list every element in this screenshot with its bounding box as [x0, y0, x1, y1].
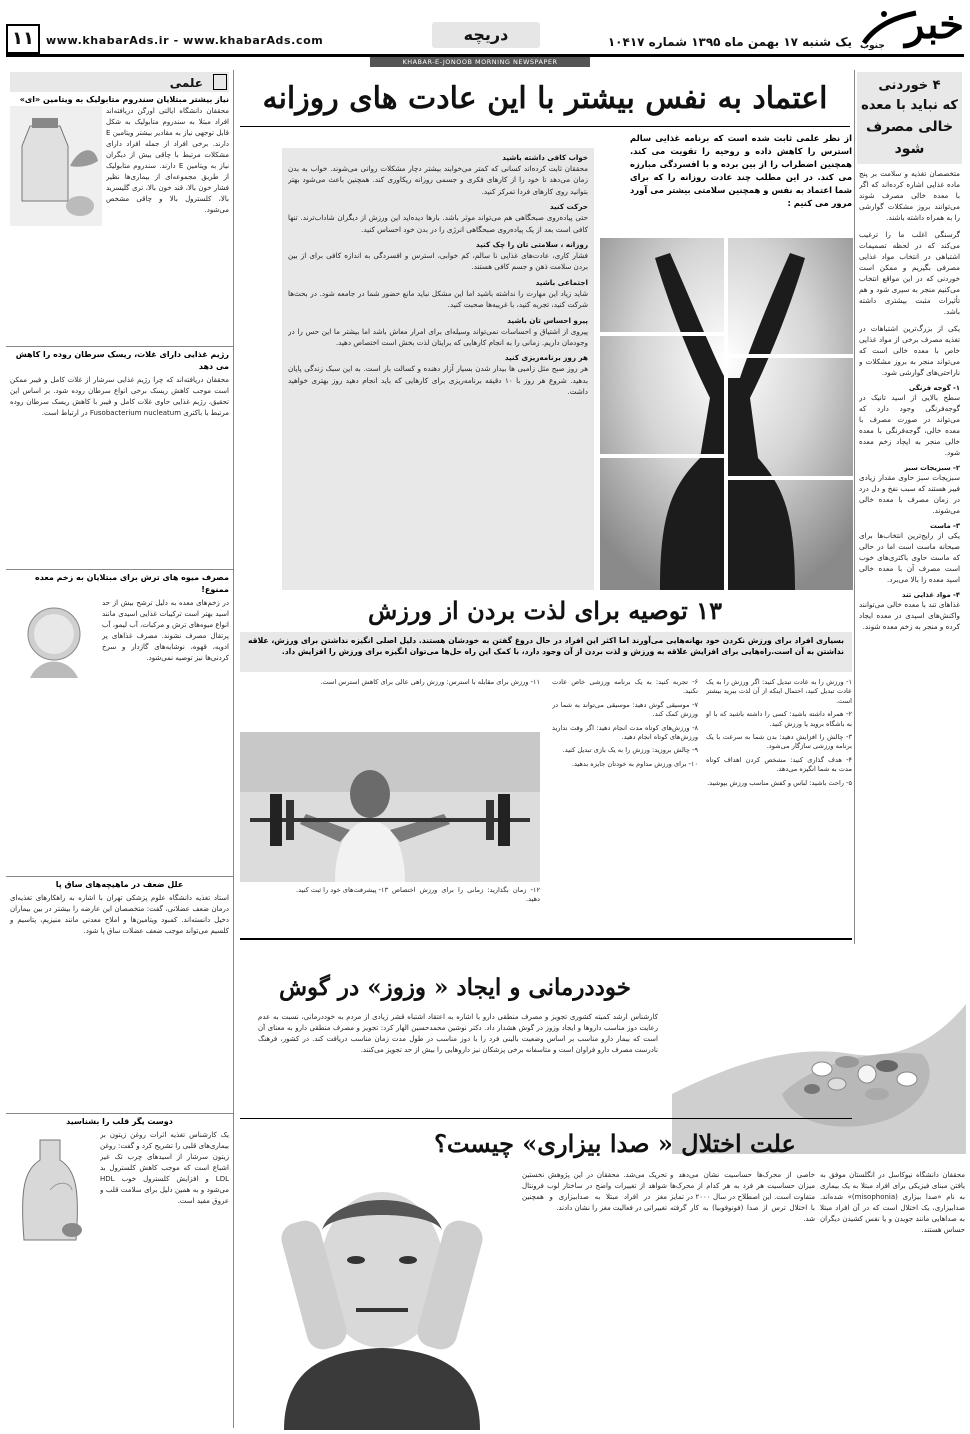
left-article-text: استاد تغذیه دانشگاه علوم پزشکی تهران با اشاره به راهکارهای تغذیه‌ای درمان ضعف عضلانی، گفت: متخصصان این عارضه را بیشتر در بین بیماران دخیل دانسته‌اند. کمبود ویتامین‌ها و املاح معدنی مانند منیزیم، پتاسیم و کلسیم می‌تواند موجب ضعف عضلات ساق پا شود.	[10, 894, 229, 935]
right-item-title: ۲- سبزیجات سبز	[904, 464, 960, 472]
sport-item: ۸- ورزش‌های کوتاه مدت انجام دهید: اگر وقت ندارید ورزش‌های کوتاه انجام دهید.	[552, 723, 698, 742]
pills-photo-graphic	[672, 944, 966, 1154]
sport-item: ۹- چالش بروزید: ورزش را به یک بازی تبدیل کنید.	[562, 746, 698, 755]
right-item-text: غذاهای تند با معده خالی می‌توانند واکنش‌های اسیدی در معده ایجاد کرده و منجر به زخم معده شوند.	[859, 600, 960, 631]
page-number: ۱۱	[12, 28, 34, 49]
left-article-title: علل ضعف در ماهیچه‌های ساق پا	[6, 876, 233, 893]
main-section-title: پیرو احساس تان باشید	[507, 315, 588, 325]
sport-item: ۳- چالش را افزایش دهید: بدن شما به سرعت با یک برنامه ورزشی سازگار می‌شود.	[706, 733, 852, 751]
misophonia-headline: علت اختلال « صدا بیزاری» چیست؟	[434, 1129, 796, 1158]
masthead-strip	[370, 57, 590, 67]
left-article	[6, 106, 233, 346]
left-article-title: رژیم غذایی دارای غلات، ریسک سرطان روده را کاهش می دهد	[6, 346, 233, 375]
sport-item: ۱- ورزش را به عادت تبدیل کنید: اگر ورزش را به یک عادت تبدیل کنید، احتمال اینکه از آن لذت ببرید بیشتر است.	[706, 678, 852, 705]
sport-item: ۱۱- ورزش برای مقابله با استرس: ورزش راهی عالی برای کاهش استرس است.	[320, 678, 540, 686]
sport-lead-box	[240, 632, 852, 672]
olive-oil-photo-graphic	[10, 1130, 96, 1248]
main-article-body	[282, 148, 594, 590]
sport-item: ۱۲- زمان بگذارید: زمانی را برای ورزش اختصاص دهید.	[392, 886, 540, 904]
main-section-text: شاید زیاد این مهارت را نداشته باشید اما این مشکل نباید مانع حضور شما در جامعه شود. در بحث‌ها شرکت کنید، تجربه کنید، با غریبه‌ها صحبت کنید.	[288, 288, 588, 310]
right-item-title: ۱- گوجه فرنگی	[908, 384, 960, 392]
sport-lead: بسیاری افراد برای ورزش نکردن خود بهانه‌هایی می‌آورند اما اکثر این افراد در حال دروغ گفتن به خودشان هستند. دلیل اصلی انگیزه نداشتن برای ورزش، علاقه نداشتن به آن است.راه‌هایی برای افزایش علاقه به ورزش و لذت بردن از آن وجود دارد، با کمک این راه حل‌ها می‌توان انگیزه برای ورزش را افزایش داد.	[248, 636, 844, 657]
logo	[856, 3, 964, 51]
right-column-body	[855, 168, 964, 632]
right-item-title: ۴- مواد غذایی تند	[902, 591, 960, 599]
left-article-title: نیاز بیشتر مبتلایان سندروم متابولیک به ویتامین «ای»	[19, 95, 229, 104]
main-section-text: پیروی از اشتیاق و احساسات نمی‌تواند وسیله‌ای برای امرار معاش باشد اما بیشتر ما این حس را در وجودمان داریم. زمانی را به انجام کارهایی که برایتان لذت بخش است اختصاص دهید.	[288, 326, 588, 348]
left-article-text: محققان دانشگاه ایالتی اورگن دریافته‌اند افراد مبتلا به سندروم متابولیک به شکل قابل توجهی نیاز به مقادیر بیشتر ویتامین E دارند. برخی افراد از جمله افراد دارای مشکلات مرتبط با چاقی بیش از دیگران نیاز به ویتامین E دارند. سندروم متابولیک از طریق مجموعه‌ای از بیماری‌ها نظیر فشار خون بالا، قند خون بالا، تری گلیسرید بالا، کلسترول بالا و چاقی مشخص می‌شود.	[106, 107, 229, 214]
sport-col-wide	[240, 678, 540, 934]
left-article-text: یک کارشناس تغذیه اثرات روغن زیتون بر بیماری‌های قلبی را تشریح کرد و گفت: روغن زیتون سرشار از اسیدهای چرب تک غیر اشباع است که موجب کاهش کلسترول بد LDL و افزایش کلسترول خوب HDL می‌شود و به همین دلیل برای سلامت قلب و عروق مفید است.	[100, 1131, 229, 1205]
sport-item: ۵- راحت باشید: لباس و کفش مناسب ورزش بپوشید.	[707, 778, 852, 787]
misophonia-text: تحریک می‌شد. محققان در این پژوهش نخستین شواهد از تغییرات واضح در ساختار لوب فرونتال مغز در افراد مبتلا به صدابیزاری و همچنین تغییراتی در فعالیت مغز را نشان دادند.	[522, 1171, 667, 1212]
right-item-title: ۳- ماست	[930, 522, 960, 530]
weightlifter-photo	[240, 732, 540, 882]
right-item-text: سبزیجات سبز حاوی مقدار زیادی فیبر هستند که سبب نفخ و دل درد در زمان مصرف با معده خالی می‌شوند.	[859, 473, 960, 515]
logo-text: خبر	[905, 1, 964, 48]
man-covering-ears-graphic	[244, 1160, 520, 1430]
left-column-title: علمی	[169, 76, 203, 90]
olive-oil-photo	[10, 1130, 96, 1248]
main-section-text: هر روز صبح مثل زامبی ها بیدار شدن بسیار آزار دهنده و کسالت بار است. به این سبک زندگی پایان بدهید. شروع هر روز با ۱۰ دقیقه برنامه‌ریزی برای کارهایی که باید انجام دهید روز بهتری خواهید داشت.	[288, 364, 588, 397]
divider	[240, 1118, 852, 1119]
sport-columns	[240, 678, 852, 934]
masthead	[0, 0, 970, 70]
sport-col	[706, 678, 852, 934]
left-article-title: مصرف میوه های ترش برای مبتلایان به زخم معده ممنوع!	[6, 569, 233, 598]
confidence-photo	[600, 238, 853, 590]
left-article-title: دوست یگر قلب را بشناسید	[6, 1113, 233, 1130]
section-title: دریچه	[463, 25, 509, 44]
misophonia-text: محققان دانشگاه نیوکاسل در انگلستان موفق به یافتن مبنای فیزیکی برای افراد مبتلا به یک بیماری به نام «صدا بیزاری (misophonia)» شده‌اند. صدابیزاری، یک اختلال است که در آن افراد مبتلا به صداهایی مانند جویدن و یا نفس کشیدن دیگران حساس هستند.	[820, 1171, 965, 1234]
sport-headline: ۱۳ توصیه برای لذت بردن از ورزش	[368, 596, 722, 625]
left-column-header	[10, 72, 229, 92]
main-section-text: فشار کاری، عادت‌های غذایی نا سالم، کم خوابی، استرس و افسردگی به اندازه کافی برای از بین بردن سلامت ذهن و جسم کافی هستند.	[288, 251, 588, 272]
main-section-title: خواب کافی داشته باشید	[502, 153, 588, 162]
right-paragraph: متخصصان تغذیه و سلامت بر پنج ماده غذایی اشاره کرده‌اند که اگر با معده خالی مصرف شوند می‌توانند بروز مشکلات گوارشی را به همراه داشته باشند.	[859, 169, 960, 222]
main-section-title: روزانه ، سلامتی تان را چک کنید	[475, 240, 588, 250]
grapefruit-photo-graphic	[10, 598, 98, 698]
sport-item: ۴- هدف گذاری کنید: مشخص کردن اهداف کوتاه مدت به شما انگیزه می‌دهد.	[706, 755, 852, 774]
headline-rule	[240, 126, 850, 127]
left-column	[6, 70, 234, 1428]
vitamin-photo-graphic	[10, 106, 102, 226]
weightlifter-photo-graphic	[240, 732, 540, 882]
divider	[240, 938, 852, 940]
sport-item: ۶- تجربه کنید: به یک برنامه ورزشی خاص عادت نکنید.	[552, 678, 698, 696]
logo-subtitle: جنوب	[860, 41, 885, 51]
vitamin-photo	[10, 106, 102, 226]
left-article	[6, 598, 233, 876]
website-url: www.khabarAds.ir - www.khabarAds.com	[46, 34, 324, 47]
issue-date: یک شنبه ۱۷ بهمن ماه ۱۳۹۵ شماره ۱۰۴۱۷	[607, 35, 852, 49]
main-headline: اعتماد به نفس بیشتر با این عادت های روزانه	[262, 81, 828, 116]
main-lead: از نظر علمی ثابت شده است که برنامه غذایی سالم استرس را کاهش داده و روحیه را تقویت می کند. همچنین اضطراب را از بین برده و با افسردگی مبارزه می کند. در این مطلب چند عادت روزانه را که برای شما اعتماد به نفس و همچنین سلامتی بیشتر می آورد مرور می کنیم :	[630, 133, 852, 208]
pills-photo	[672, 944, 966, 1154]
main-section-title: اجتماعی باشید	[535, 277, 588, 287]
man-covering-ears-photo	[244, 1160, 520, 1430]
right-item-text: سطح بالایی از اسید تانیک در گوجه‌فرنگی وجود دارد که می‌تواند در صورت مصرف با معده خالی، گوجه‌فرنگی با معده خالی منجر به ایجاد زخم معده شود.	[859, 393, 960, 457]
right-title-2: که نباید با معده	[861, 98, 958, 113]
main-section-text: حتی پیاده‌روی صبحگاهی هم می‌تواند موثر باشد. بارها دیده‌اید این ورزش از دیگران شاداب‌ترند. تنها کافی است بعد از یک پیاده‌روی صبحگاهی انرژی را در بدن خود احساس کنید.	[288, 213, 588, 234]
main-section-title: حرکت کنید	[549, 202, 588, 212]
right-title-3: خالی مصرف شود	[865, 119, 954, 157]
right-paragraph: یکی از بزرگ‌ترین اشتباهات در تغذیه مصرف برخی از مواد غذایی خاص با معده خالی است که می‌تواند منجر به بروز مشکلات و ناراحتی‌های گوارشی شود.	[859, 324, 960, 377]
left-article	[6, 1130, 233, 1434]
right-item-text: یکی از رایج‌ترین انتخاب‌ها برای صبحانه ماست است اما در حالی که ماست حاوی باکتری‌های خوب است مصرف آن با معده خالی اسید معده را بالا می‌برد.	[859, 531, 960, 584]
page-number-box	[6, 24, 40, 54]
right-paragraph: گرسنگی اغلب ما را ترغیب می‌کند که در لحظه تصمیمات اشتباهی در انتخاب مواد غذایی مصرفی بگیریم و ممکن است خوردنی که در این مواقع انتخاب می‌کنیم منجر به سیری شود و هم تأثیرات مثبت بیشتری داشته باشد.	[859, 230, 960, 316]
sport-item: ۲- همراه داشته باشید: کسی را داشته باشید که با او به باشگاه بروید یا ورزش کنید.	[706, 710, 852, 728]
misophonia-text: خاصی از محرک‌ها حساسیت نشان می‌دهد و میزان حساسیت هر فرد به هر کدام از محرک‌ها متفاوت است. این اصطلاح در سال ۲۰۰۰ در تمایز با اختلال ترس از صدا (فونوفوبیا) به کار گرفته شد.	[670, 1171, 815, 1223]
masthead-strip-text: KHABAR-E-JONOOB MORNING NEWSPAPER	[402, 58, 558, 66]
medicine-headline: خوددرمانی و ایجاد « وزوز» در گوش	[278, 974, 632, 1001]
main-section-title: هر روز برنامه‌ریزی کنید	[504, 353, 588, 363]
sport-item: ۱۳- پیشرفت‌های خود را ثبت کنید.	[296, 886, 388, 894]
right-title-1: ۴ خوردنی	[878, 78, 941, 93]
grapefruit-photo	[10, 598, 98, 698]
right-column-header	[857, 72, 962, 164]
left-article-text: محققان دریافته‌اند که چرا رژیم غذایی سرشار از غلات کامل و فیبر ممکن است موجب کاهش ریسک برخی انواع سرطان روده شود. بر اساس این تحقیق، رژیم غذایی حاوی غلات کامل و فیبر با کاهش ریسک سرطان روده مرتبط با باکتری Fusobacterium nucleatum در ارتباط است.	[10, 376, 229, 417]
sport-item: ۷- موسیقی گوش دهید: موسیقی می‌تواند به شما در ورزش کمک کند.	[552, 700, 698, 719]
sport-item: ۱۰- برای ورزش مداوم به خودتان جایزه بدهید.	[571, 759, 698, 768]
main-section-text: محققان ثابت کرده‌اند کسانی که کمتر می‌خوابند بیشتر دچار مشکلات روانی می‌شوند. خواب به بدن زمان می‌دهد تا خود را از کارهای فکری و جسمی روزانه ریکاوری کند. همچنین باعث می‌شود بهتر بتوانید روی کارهای فردا تمرکز کنید.	[288, 164, 588, 196]
sport-col	[552, 678, 698, 934]
notebook-icon	[213, 74, 227, 90]
left-article-text: در زخم‌های معده به دلیل ترشح بیش از حد اسید بهتر است ترکیبات غذایی اسیدی مانند انواع میوه‌های ترش و مرکبات، آب لیمو، آب پرتقال مصرف نشوند. مصرف غذاهای پر ادویه، قهوه، نوشابه‌های گازدار و سرخ کردنی‌ها نیز توصیه نمی‌شود.	[102, 599, 229, 662]
section-label	[432, 22, 540, 48]
confidence-photo-graphic	[600, 238, 853, 590]
medicine-text: کارشناس ارشد کمیته کشوری تجویز و مصرف منطقی دارو با اشاره به اعتقاد اشتباه قشر زیادی از مردم به خوددرمانی، نسبت به عدم رعایت دوز مناسب داروها و ایجاد وزوز در گوش هشدار داد. دکتر نوشین محمدحسین الهار کرد: تجویز و مصرف منطقی دارو به معنای آن است که بیمار دارو مناسب بر اساس وضعیت بالینی فرد را با دوز مناسب در طول مدت زمان مناسب دریافت کند. در کشور، فرهنگ نادرست مصرف دارو فراوان است و متاسفانه برخی پزشکان نیز داروهایی را بیش از حد تجویز می‌کنند.	[258, 1013, 658, 1054]
